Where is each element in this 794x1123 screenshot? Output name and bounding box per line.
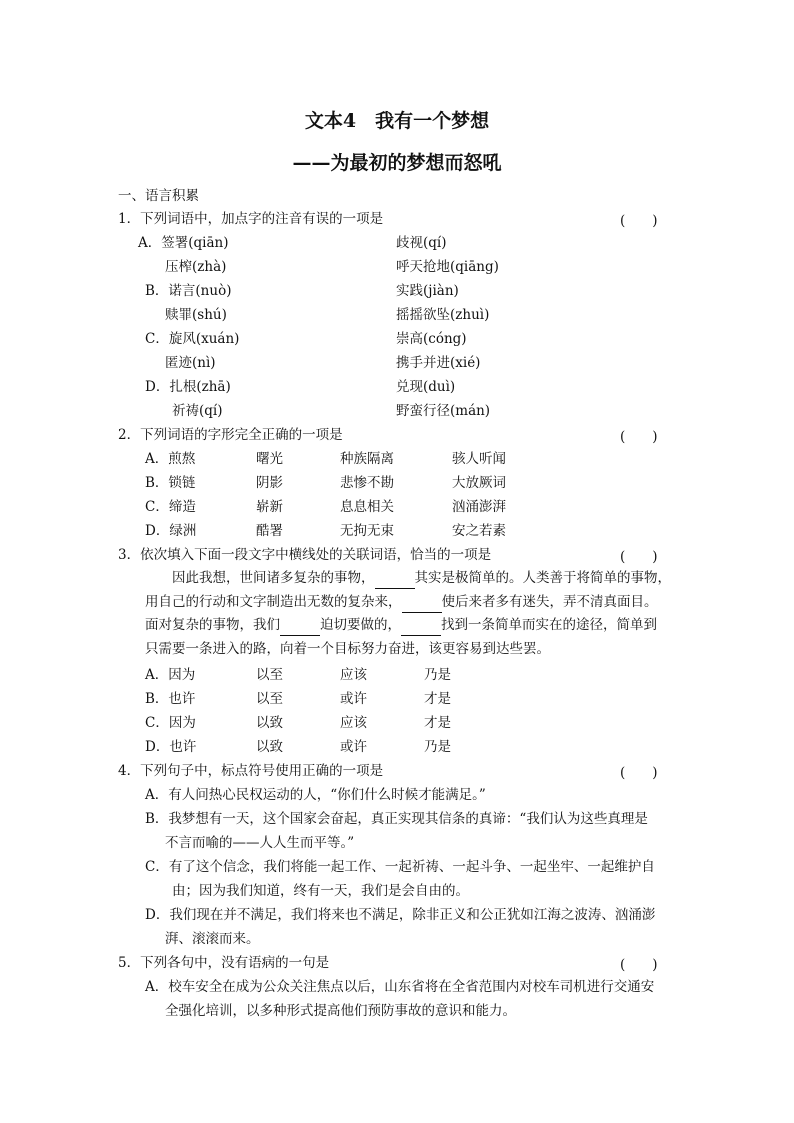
q1-row-3-right: 实践(jiàn) [396,283,459,299]
q2-option-d-word-1: D．绿洲 [145,523,197,539]
q2-option-b-word-3: 悲惨不勘 [340,475,394,491]
q3-passage-2b: 使后来者多有迷失，弄不清真面目。 [441,594,658,610]
q4-option-c-line-2: 由；因为我们知道，终有一天，我们是会自由的。 [172,883,469,899]
q3-option-b-word-2: 以至 [256,691,283,707]
q4-option-d-line-2: 湃、滚滚而来。 [165,931,260,947]
q3-passage-1a: 因此我想，世间诸多复杂的事物， [172,570,375,586]
q3-passage-line-3 [145,615,657,636]
q3-option-d-word-3: 或许 [340,739,367,755]
section-heading: 一、语言积累 [118,188,199,204]
q1-row-7-right: 兑现(duì) [396,379,456,395]
q3-option-c-word-4: 才是 [424,715,451,731]
answer-blank-4: ( ) [620,765,658,781]
q1-row-2-right: 呼天抢地(qiāng) [396,259,499,275]
q2-option-c-word-2: 崭新 [256,499,283,515]
q2-option-d-word-2: 酷署 [256,523,283,539]
answer-blank-5: ( ) [620,957,658,973]
q1-row-8-right: 野蛮行径(mán) [396,403,491,419]
q5-option-a-line-2: 全强化培训，以多种形式提高他们预防事故的意识和能力。 [165,1003,516,1019]
q3-option-a-word-2: 以至 [256,667,283,683]
q1-row-8-left: 祈祷(qí) [172,403,223,419]
q2-option-c-word-3: 息息相关 [340,499,394,515]
q3-option-b-word-1: B．也许 [145,691,196,707]
q1-row-6-right: 携手并进(xié) [396,355,481,371]
q1-row-5-left: C．旋风(xuán) [145,331,240,347]
q4-option-b-line-2: 不言而喻的——人人生而平等。” [165,835,355,851]
q1-row-1-right: 歧视(qí) [396,235,447,251]
q3-option-b-word-4: 才是 [424,691,451,707]
q2-option-c-word-4: 汹涌澎湃 [452,499,506,515]
answer-blank-3: ( ) [620,549,658,565]
q2-option-b-word-4: 大放厥词 [452,475,506,491]
q3-option-c-word-2: 以致 [256,715,283,731]
q1-row-2-left: 压榨(zhà) [165,259,227,275]
fill-blank-3 [280,615,320,636]
fill-blank-1 [375,568,415,589]
q3-passage-3b: 迫切要做的， [320,617,401,633]
q4-option-c-line-1: C．有了这个信念，我们将能一起工作、一起祈祷、一起斗争、一起坐牢、一起维护自 [145,859,655,875]
q3-passage-1b: 其实是极简单的。人类善于将简单的事物， [414,570,671,586]
q1-row-6-left: 匿迹(nì) [165,355,216,371]
q3-option-c-word-3: 应该 [340,715,367,731]
fill-blank-2 [402,592,442,613]
question-5-stem: 5．下列各句中，没有语病的一句是 [118,955,330,971]
q2-option-b-word-2: 阴影 [256,475,283,491]
q3-option-c-word-1: C．因为 [145,715,196,731]
q2-option-d-word-4: 安之若素 [452,523,506,539]
q2-option-b-word-1: B．锁链 [145,475,196,491]
question-1-stem: 1．下列词语中，加点字的注音有误的一项是 [118,211,384,227]
answer-blank-2: ( ) [620,429,658,445]
q2-option-a-word-3: 种族隔离 [340,451,394,467]
q3-passage-2a: 用自己的行动和文字制造出无数的复杂来， [145,594,402,610]
answer-blank-1: ( ) [620,213,658,229]
q1-row-7-left: D．扎根(zhā) [145,379,231,395]
q2-option-a-word-2: 曙光 [256,451,283,467]
question-3-stem: 3．依次填入下面一段文字中横线处的关联词语，恰当的一项是 [118,547,492,563]
q3-passage-line-2 [145,592,658,613]
q2-option-c-word-1: C．缔造 [145,499,196,515]
q3-option-d-word-1: D．也许 [145,739,197,755]
q3-passage-3c: 找到一条简单而实在的途径，简单到 [441,617,657,633]
document-title: 文本4 我有一个梦想 [304,110,490,132]
q1-row-1-left: A．签署(qiān) [138,235,229,251]
fill-blank-4 [401,615,441,636]
q3-option-d-word-2: 以致 [256,739,283,755]
q1-row-4-left: 赎罪(shú) [165,307,227,323]
q3-passage-line-4: 只需要一条进入的路，向着一个目标努力奋进，该更容易到达些罢。 [145,641,550,657]
q3-passage-line-1 [172,568,671,589]
q1-row-5-right: 崇高(cóng) [396,331,467,347]
q1-row-4-right: 摇摇欲坠(zhuì) [396,307,490,323]
question-4-stem: 4．下列句子中，标点符号使用正确的一项是 [118,763,384,779]
q3-option-d-word-4: 乃是 [424,739,451,755]
q5-option-a-line-1: A．校车安全在成为公众关注焦点以后，山东省将在全省范围内对校车司机进行交通安 [145,979,655,995]
document-subtitle: ——为最初的梦想而怒吼 [292,152,502,174]
q3-option-a-word-3: 应该 [340,667,367,683]
q3-option-a-word-1: A．因为 [145,667,196,683]
q1-row-3-left: B．诺言(nuò) [145,283,232,299]
q3-option-b-word-3: 或许 [340,691,367,707]
q4-option-d-line-1: D．我们现在并不满足，我们将来也不满足，除非正义和公正犹如江海之波涛、汹涌澎 [145,907,656,923]
q4-option-a: A．有人问热心民权运动的人，“你们什么时候才能满足。” [145,787,486,803]
q3-option-a-word-4: 乃是 [424,667,451,683]
q2-option-a-word-4: 骇人听闻 [452,451,506,467]
question-2-stem: 2．下列词语的字形完全正确的一项是 [118,427,343,443]
q2-option-d-word-3: 无拘无束 [340,523,394,539]
q2-option-a-word-1: A．煎熬 [145,451,196,467]
q4-option-b-line-1: B．我梦想有一天，这个国家会奋起，真正实现其信条的真谛：“我们认为这些真理是 [145,811,648,827]
q3-passage-3a: 面对复杂的事物，我们 [145,617,280,633]
